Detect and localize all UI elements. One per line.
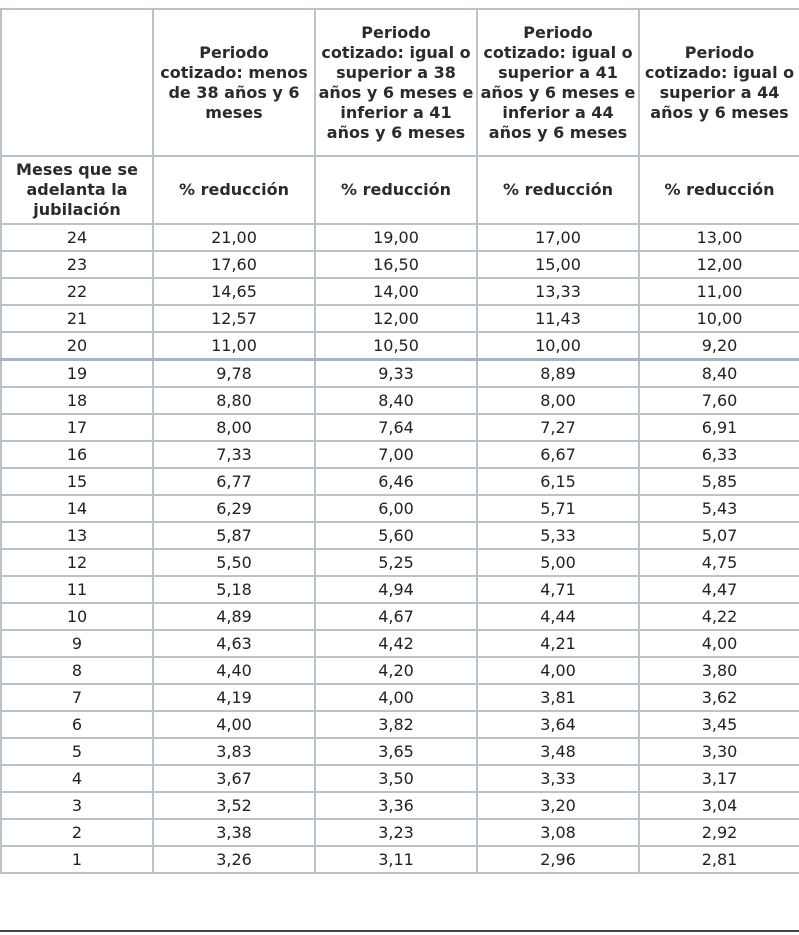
- reduction-cell-4: 4,22: [639, 603, 799, 630]
- reduction-cell-3: 5,71: [477, 495, 639, 522]
- reduction-cell-1: 5,18: [153, 576, 315, 603]
- reduction-cell-3: 4,44: [477, 603, 639, 630]
- header-row-labels: [1, 156, 799, 224]
- months-cell: 24: [1, 224, 153, 251]
- months-cell: 15: [1, 468, 153, 495]
- reduction-cell-2: 7,64: [315, 414, 477, 441]
- months-cell: 5: [1, 738, 153, 765]
- table-row: [1, 657, 799, 684]
- reduction-cell-2: 12,00: [315, 305, 477, 332]
- reduction-cell-3: 13,33: [477, 278, 639, 305]
- table-row: [1, 522, 799, 549]
- reduction-cell-1: 21,00: [153, 224, 315, 251]
- reduction-cell-1: 9,78: [153, 360, 315, 388]
- reduction-cell-2: 3,36: [315, 792, 477, 819]
- table-header: [1, 9, 799, 224]
- reduction-cell-2: 4,94: [315, 576, 477, 603]
- months-cell: 1: [1, 846, 153, 873]
- reduction-cell-4: 3,30: [639, 738, 799, 765]
- reduction-cell-1: 6,29: [153, 495, 315, 522]
- reduction-cell-4: 4,47: [639, 576, 799, 603]
- reduction-cell-3: 7,27: [477, 414, 639, 441]
- reduction-cell-3: 6,15: [477, 468, 639, 495]
- reduction-cell-3: 5,00: [477, 549, 639, 576]
- reduction-cell-1: 3,83: [153, 738, 315, 765]
- reduction-cell-1: 4,19: [153, 684, 315, 711]
- months-cell: 9: [1, 630, 153, 657]
- table-row: [1, 332, 799, 360]
- reduction-cell-3: 17,00: [477, 224, 639, 251]
- reduction-cell-4: 6,91: [639, 414, 799, 441]
- period-header-2: Periodo cotizado: igual o superior a 38 años y 6 meses e inferior a 41 años y 6 meses: [315, 9, 477, 156]
- reduction-table: [0, 8, 799, 874]
- reduction-cell-3: 4,00: [477, 657, 639, 684]
- period-header-4: Periodo cotizado: igual o superior a 44 años y 6 meses: [639, 9, 799, 156]
- table-row: [1, 819, 799, 846]
- reduction-cell-3: 8,00: [477, 387, 639, 414]
- table-row: [1, 549, 799, 576]
- reduction-cell-1: 14,65: [153, 278, 315, 305]
- reduction-cell-4: 6,33: [639, 441, 799, 468]
- months-cell: 23: [1, 251, 153, 278]
- table-row: [1, 360, 799, 388]
- reduction-cell-3: 4,21: [477, 630, 639, 657]
- months-cell: 13: [1, 522, 153, 549]
- months-cell: 12: [1, 549, 153, 576]
- reduction-cell-2: 3,65: [315, 738, 477, 765]
- months-cell: 3: [1, 792, 153, 819]
- reduction-cell-3: 4,71: [477, 576, 639, 603]
- reduction-cell-1: 3,67: [153, 765, 315, 792]
- reduction-cell-4: 3,17: [639, 765, 799, 792]
- reduction-cell-4: 12,00: [639, 251, 799, 278]
- reduction-cell-4: 13,00: [639, 224, 799, 251]
- reduction-cell-4: 8,40: [639, 360, 799, 388]
- reduction-header-1: % reducción: [153, 156, 315, 224]
- reduction-header-4: % reducción: [639, 156, 799, 224]
- reduction-cell-2: 8,40: [315, 387, 477, 414]
- reduction-cell-2: 4,00: [315, 684, 477, 711]
- reduction-cell-1: 3,52: [153, 792, 315, 819]
- reduction-cell-4: 9,20: [639, 332, 799, 360]
- reduction-cell-1: 4,40: [153, 657, 315, 684]
- reduction-cell-2: 6,46: [315, 468, 477, 495]
- reduction-cell-3: 3,48: [477, 738, 639, 765]
- reduction-cell-2: 14,00: [315, 278, 477, 305]
- reduction-cell-3: 3,20: [477, 792, 639, 819]
- reduction-cell-2: 10,50: [315, 332, 477, 360]
- reduction-cell-4: 4,75: [639, 549, 799, 576]
- months-cell: 20: [1, 332, 153, 360]
- table-row: [1, 846, 799, 873]
- reduction-cell-3: 3,64: [477, 711, 639, 738]
- reduction-cell-2: 5,25: [315, 549, 477, 576]
- reduction-cell-2: 6,00: [315, 495, 477, 522]
- table-row: [1, 684, 799, 711]
- bottom-divider: [0, 930, 799, 932]
- reduction-cell-4: 5,07: [639, 522, 799, 549]
- table-row: [1, 738, 799, 765]
- reduction-header-2: % reducción: [315, 156, 477, 224]
- reduction-cell-3: 3,08: [477, 819, 639, 846]
- months-cell: 16: [1, 441, 153, 468]
- table-row: [1, 630, 799, 657]
- months-cell: 2: [1, 819, 153, 846]
- header-row-periods: [1, 9, 799, 156]
- reduction-cell-4: 2,92: [639, 819, 799, 846]
- table-row: [1, 468, 799, 495]
- reduction-cell-1: 5,87: [153, 522, 315, 549]
- months-cell: 17: [1, 414, 153, 441]
- months-cell: 14: [1, 495, 153, 522]
- months-cell: 11: [1, 576, 153, 603]
- reduction-cell-1: 4,00: [153, 711, 315, 738]
- reduction-cell-1: 4,63: [153, 630, 315, 657]
- reduction-cell-1: 5,50: [153, 549, 315, 576]
- reduction-cell-1: 8,80: [153, 387, 315, 414]
- reduction-cell-4: 5,85: [639, 468, 799, 495]
- months-cell: 4: [1, 765, 153, 792]
- reduction-cell-1: 4,89: [153, 603, 315, 630]
- reduction-cell-1: 11,00: [153, 332, 315, 360]
- reduction-cell-2: 16,50: [315, 251, 477, 278]
- corner-cell: [1, 9, 153, 156]
- table-row: [1, 711, 799, 738]
- months-cell: 6: [1, 711, 153, 738]
- reduction-cell-2: 19,00: [315, 224, 477, 251]
- reduction-cell-3: 8,89: [477, 360, 639, 388]
- table-row: [1, 224, 799, 251]
- reduction-cell-3: 5,33: [477, 522, 639, 549]
- reduction-cell-2: 3,11: [315, 846, 477, 873]
- reduction-header-3: % reducción: [477, 156, 639, 224]
- reduction-cell-2: 7,00: [315, 441, 477, 468]
- reduction-cell-1: 7,33: [153, 441, 315, 468]
- reduction-cell-2: 3,82: [315, 711, 477, 738]
- months-cell: 18: [1, 387, 153, 414]
- reduction-cell-1: 3,26: [153, 846, 315, 873]
- months-cell: 10: [1, 603, 153, 630]
- reduction-cell-3: 2,96: [477, 846, 639, 873]
- reduction-cell-4: 4,00: [639, 630, 799, 657]
- reduction-cell-4: 3,62: [639, 684, 799, 711]
- reduction-cell-4: 5,43: [639, 495, 799, 522]
- reduction-cell-3: 3,33: [477, 765, 639, 792]
- table-row: [1, 278, 799, 305]
- reduction-cell-1: 17,60: [153, 251, 315, 278]
- reduction-cell-3: 3,81: [477, 684, 639, 711]
- months-cell: 21: [1, 305, 153, 332]
- period-header-1: Periodo cotizado: menos de 38 años y 6 meses: [153, 9, 315, 156]
- reduction-cell-2: 4,67: [315, 603, 477, 630]
- table-row: [1, 251, 799, 278]
- table-row: [1, 305, 799, 332]
- reduction-cell-4: 10,00: [639, 305, 799, 332]
- months-cell: 22: [1, 278, 153, 305]
- reduction-cell-2: 4,42: [315, 630, 477, 657]
- months-cell: 19: [1, 360, 153, 388]
- reduction-cell-2: 3,23: [315, 819, 477, 846]
- reduction-cell-2: 9,33: [315, 360, 477, 388]
- months-header: Meses que se adelanta la jubilación: [1, 156, 153, 224]
- reduction-cell-2: 3,50: [315, 765, 477, 792]
- reduction-cell-1: 3,38: [153, 819, 315, 846]
- table-row: [1, 414, 799, 441]
- table-row: [1, 765, 799, 792]
- reduction-cell-4: 3,80: [639, 657, 799, 684]
- reduction-cell-4: 2,81: [639, 846, 799, 873]
- period-header-3: Periodo cotizado: igual o superior a 41 años y 6 meses e inferior a 44 años y 6 meses: [477, 9, 639, 156]
- months-cell: 7: [1, 684, 153, 711]
- table-row: [1, 441, 799, 468]
- reduction-cell-1: 6,77: [153, 468, 315, 495]
- reduction-cell-4: 3,04: [639, 792, 799, 819]
- reduction-cell-2: 5,60: [315, 522, 477, 549]
- reduction-cell-1: 12,57: [153, 305, 315, 332]
- table-row: [1, 387, 799, 414]
- reduction-cell-3: 15,00: [477, 251, 639, 278]
- reduction-cell-2: 4,20: [315, 657, 477, 684]
- reduction-cell-4: 7,60: [639, 387, 799, 414]
- table-row: [1, 792, 799, 819]
- reduction-cell-4: 11,00: [639, 278, 799, 305]
- table-row: [1, 576, 799, 603]
- table-row: [1, 603, 799, 630]
- table-body: [1, 224, 799, 873]
- table-row: [1, 495, 799, 522]
- reduction-cell-3: 11,43: [477, 305, 639, 332]
- months-cell: 8: [1, 657, 153, 684]
- reduction-cell-3: 10,00: [477, 332, 639, 360]
- reduction-cell-3: 6,67: [477, 441, 639, 468]
- reduction-cell-4: 3,45: [639, 711, 799, 738]
- reduction-cell-1: 8,00: [153, 414, 315, 441]
